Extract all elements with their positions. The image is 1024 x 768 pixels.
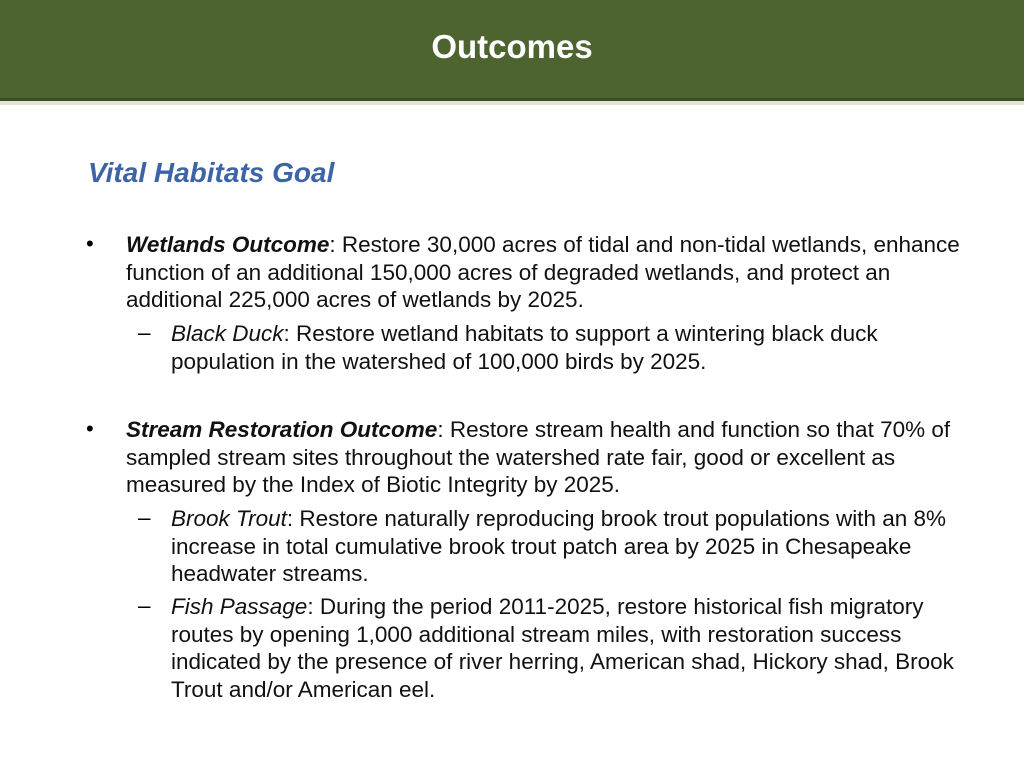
wetlands-outcome-item	[126, 231, 966, 314]
sub-text: : During the period 2011-2025, restore historical fish migratory routes by opening 1,000 additional stream miles, with restoration success indicated by the presence of river herring, American shad, Hickory shad, Brook Trout and/or American eel.	[171, 594, 954, 702]
outcome-term: Wetlands Outcome	[126, 232, 330, 257]
sub-text: : Restore wetland habitats to support a wintering black duck population in the watershed of 100,000 birds by 2025.	[171, 321, 878, 374]
outcome-term: Stream Restoration Outcome	[126, 417, 438, 442]
fish-passage-item	[171, 593, 971, 703]
outcome-text: : Restore stream health and function so that 70% of sampled stream sites throughout the watershed rate fair, good or excellent as measured by the Index of Biotic Integrity by 2025.	[126, 417, 951, 497]
dash-marker: –	[138, 320, 151, 345]
dash-marker: –	[138, 505, 151, 530]
bullet-marker: •	[86, 416, 94, 441]
sub-term: Fish Passage	[171, 594, 308, 619]
sub-term: Brook Trout	[171, 506, 287, 531]
dash-marker: –	[138, 593, 151, 618]
page-title: Outcomes	[431, 28, 593, 65]
black-duck-item	[171, 320, 971, 375]
stream-restoration-item	[126, 416, 966, 499]
header-divider	[0, 101, 1024, 105]
sub-term: Black Duck	[171, 321, 284, 346]
outcome-text: : Restore 30,000 acres of tidal and non-tidal wetlands, enhance function of an additional 150,000 acres of degraded wetlands, and protect an additional 225,000 acres of wetlands by 2025.	[126, 232, 960, 312]
bullet-marker: •	[86, 231, 94, 256]
sub-text: : Restore naturally reproducing brook trout populations with an 8% increase in total cumulative brook trout patch area by 2025 in Chesapeake headwater streams.	[171, 506, 946, 586]
goal-heading: Vital Habitats Goal	[88, 157, 335, 188]
brook-trout-item	[171, 505, 971, 588]
